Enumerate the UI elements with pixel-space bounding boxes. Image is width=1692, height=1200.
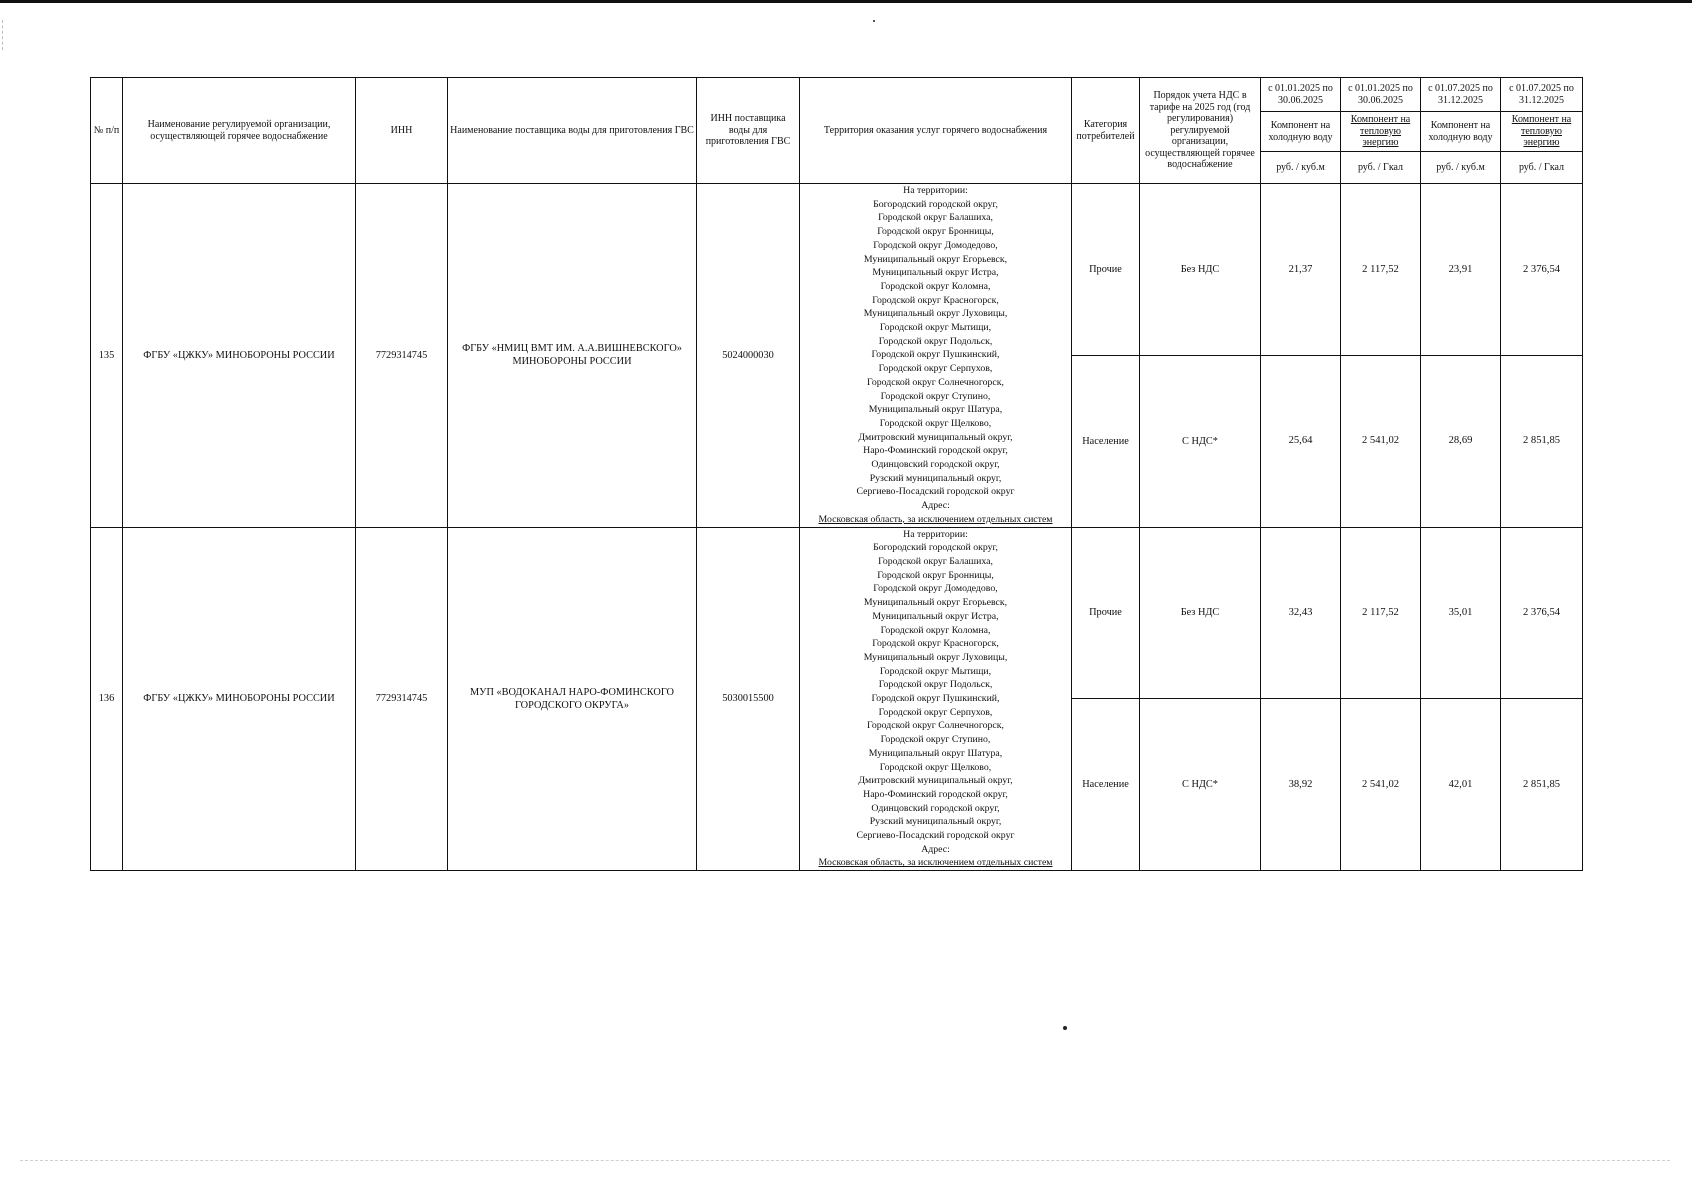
territory-line: Муниципальный округ Егорьевск, (863, 597, 1008, 609)
cell-cold-water-h1: 32,43 (1261, 527, 1341, 699)
territory-line: Рузский муниципальный округ, (869, 472, 1002, 484)
header-unit-1: руб. / куб.м (1261, 152, 1341, 184)
cell-supplier: МУП «ВОДОКАНАЛ НАРО-ФОМИНСКОГО ГОРОДСКОГО ОКРУГА» (448, 527, 697, 871)
header-unit-2: руб. / Гкал (1341, 152, 1421, 184)
territory-line: Городской округ Коломна, (880, 624, 991, 636)
cell-category: Прочие (1072, 527, 1140, 699)
territory-line: Городской округ Подольск, (878, 679, 993, 691)
header-component-4: Компонент на тепловую энергию (1501, 112, 1583, 152)
cell-cold-water-h1: 21,37 (1261, 184, 1341, 356)
territory-line: Муниципальный округ Истра, (872, 267, 999, 279)
territory-line: Одинцовский городской округ, (871, 802, 1000, 814)
cell-no: 136 (91, 527, 123, 871)
cell-territory (800, 527, 1072, 871)
territory-address-label: Адрес: (921, 500, 950, 512)
territory-line: Муниципальный округ Луховицы, (863, 651, 1008, 663)
territory-line: Городской округ Солнечногорск, (867, 720, 1004, 732)
cell-cold-water-h2: 23,91 (1421, 184, 1501, 356)
cell-category: Население (1072, 699, 1140, 871)
cell-heat-h1: 2 541,02 (1341, 355, 1421, 527)
territory-line: Одинцовский городской округ, (871, 459, 1000, 471)
scan-speck (1063, 1026, 1067, 1030)
cell-category: Прочие (1072, 184, 1140, 356)
cell-org: ФГБУ «ЦЖКУ» МИНОБОРОНЫ РОССИИ (123, 527, 356, 871)
cell-heat-h1: 2 541,02 (1341, 699, 1421, 871)
territory-address-label: Адрес: (921, 843, 950, 855)
cell-cold-water-h1: 38,92 (1261, 699, 1341, 871)
territory-line: Городской округ Красногорск, (872, 638, 999, 650)
cell-heat-h2: 2 851,85 (1501, 699, 1583, 871)
cell-territory (800, 184, 1072, 528)
territory-line: Сергиево-Посадский городской округ (856, 486, 1015, 498)
territory-line: Муниципальный округ Луховицы, (863, 308, 1008, 320)
cell-supplier-inn: 5024000030 (697, 184, 800, 528)
cell-cold-water-h2: 35,01 (1421, 527, 1501, 699)
territory-line: Сергиево-Посадский городской округ (856, 830, 1015, 842)
header-supplier: Наименование поставщика воды для приготовления ГВС (448, 78, 697, 184)
territory-line: Городской округ Балашиха, (878, 555, 993, 567)
territory-line: Муниципальный округ Шатура, (868, 404, 1003, 416)
header-inn: ИНН (356, 78, 448, 184)
cell-vat: Без НДС (1140, 527, 1261, 699)
cell-vat: С НДС* (1140, 699, 1261, 871)
territory-line: Городской округ Щелково, (879, 761, 992, 773)
territory-line: Городской округ Подольск, (878, 335, 993, 347)
tariff-table (90, 77, 1583, 871)
territory-line: Городской округ Домодедово, (873, 239, 998, 251)
territory-line: Муниципальный округ Егорьевск, (863, 253, 1008, 265)
territory-line: Богородский городской округ, (873, 542, 998, 554)
territory-address: Московская область, за исключением отдельных систем (818, 513, 1053, 525)
cell-vat: С НДС* (1140, 355, 1261, 527)
header-period-2: с 01.01.2025 по 30.06.2025 (1341, 78, 1421, 112)
territory-line: Городской округ Ступино, (880, 390, 991, 402)
cell-heat-h1: 2 117,52 (1341, 184, 1421, 356)
territory-line: Дмитровский муниципальный округ, (858, 775, 1013, 787)
header-no: № п/п (91, 78, 123, 184)
territory-line: Городской округ Красногорск, (872, 294, 999, 306)
territory-line: Городской округ Бронницы, (877, 226, 994, 238)
territory-line: Рузский муниципальный округ, (869, 816, 1002, 828)
territory-line: Муниципальный округ Истра, (872, 610, 999, 622)
cell-heat-h2: 2 851,85 (1501, 355, 1583, 527)
cell-org: ФГБУ «ЦЖКУ» МИНОБОРОНЫ РОССИИ (123, 184, 356, 528)
territory-address: Московская область, за исключением отдельных систем (818, 857, 1053, 869)
territory-line: Городской округ Балашиха, (878, 212, 993, 224)
cell-inn: 7729314745 (356, 527, 448, 871)
territory-line: Городской округ Домодедово, (873, 583, 998, 595)
territory-line: Городской округ Серпухов, (878, 363, 993, 375)
territory-heading: На территории: (903, 185, 968, 196)
cell-cold-water-h2: 28,69 (1421, 355, 1501, 527)
cell-vat: Без НДС (1140, 184, 1261, 356)
header-territory: Территория оказания услуг горячего водоснабжения (800, 78, 1072, 184)
header-component-3: Компонент на холодную воду (1421, 112, 1501, 152)
cell-heat-h1: 2 117,52 (1341, 527, 1421, 699)
cell-cold-water-h1: 25,64 (1261, 355, 1341, 527)
scan-bottom-artifact (20, 1160, 1670, 1161)
table-row (91, 527, 1583, 699)
scan-left-marks (2, 20, 4, 50)
territory-line: Городской округ Мытищи, (879, 322, 992, 334)
header-category: Категория потребителей (1072, 78, 1140, 184)
cell-inn: 7729314745 (356, 184, 448, 528)
territory-line: Муниципальный округ Шатура, (868, 747, 1003, 759)
territory-line: Наро-Фоминский городской округ, (863, 445, 1008, 457)
territory-line: Городской округ Серпухов, (878, 706, 993, 718)
territory-line: Городской округ Бронницы, (877, 569, 994, 581)
header-period-3: с 01.07.2025 по 31.12.2025 (1421, 78, 1501, 112)
header-unit-3: руб. / куб.м (1421, 152, 1501, 184)
cell-no: 135 (91, 184, 123, 528)
header-component-1: Компонент на холодную воду (1261, 112, 1341, 152)
cell-supplier: ФГБУ «НМИЦ ВМТ ИМ. А.А.ВИШНЕВСКОГО» МИНОБОРОНЫ РОССИИ (448, 184, 697, 528)
territory-line: Городской округ Коломна, (880, 280, 991, 292)
territory-line: Наро-Фоминский городской округ, (863, 788, 1008, 800)
territory-line: Богородский городской округ, (873, 198, 998, 210)
territory-line: Городской округ Солнечногорск, (867, 376, 1004, 388)
header-supplier-inn: ИНН поставщика воды для приготовления ГВС (697, 78, 800, 184)
table-row (91, 184, 1583, 356)
header-unit-4: руб. / Гкал (1501, 152, 1583, 184)
territory-line: Городской округ Пушкинский, (871, 693, 1000, 705)
header-component-2: Компонент на тепловую энергию (1341, 112, 1421, 152)
territory-line: Городской округ Мытищи, (879, 665, 992, 677)
territory-line: Городской округ Ступино, (880, 734, 991, 746)
header-period-4: с 01.07.2025 по 31.12.2025 (1501, 78, 1583, 112)
scan-speck (873, 20, 875, 22)
territory-heading: На территории: (903, 528, 968, 540)
territory-line: Городской округ Пушкинский, (871, 349, 1000, 361)
scan-top-border (0, 0, 1692, 3)
territory-line: Дмитровский муниципальный округ, (858, 431, 1013, 443)
cell-supplier-inn: 5030015500 (697, 527, 800, 871)
header-org: Наименование регулируемой организации, осуществляющей горячее водоснабжение (123, 78, 356, 184)
cell-category: Население (1072, 355, 1140, 527)
cell-cold-water-h2: 42,01 (1421, 699, 1501, 871)
territory-line: Городской округ Щелково, (879, 417, 992, 429)
header-vat: Порядок учета НДС в тарифе на 2025 год (год регулирования) регулируемой организации, осуществляющей горячее водоснабжение (1140, 78, 1261, 184)
cell-heat-h2: 2 376,54 (1501, 184, 1583, 356)
cell-heat-h2: 2 376,54 (1501, 527, 1583, 699)
table-header (91, 78, 1583, 184)
header-period-1: с 01.01.2025 по 30.06.2025 (1261, 78, 1341, 112)
